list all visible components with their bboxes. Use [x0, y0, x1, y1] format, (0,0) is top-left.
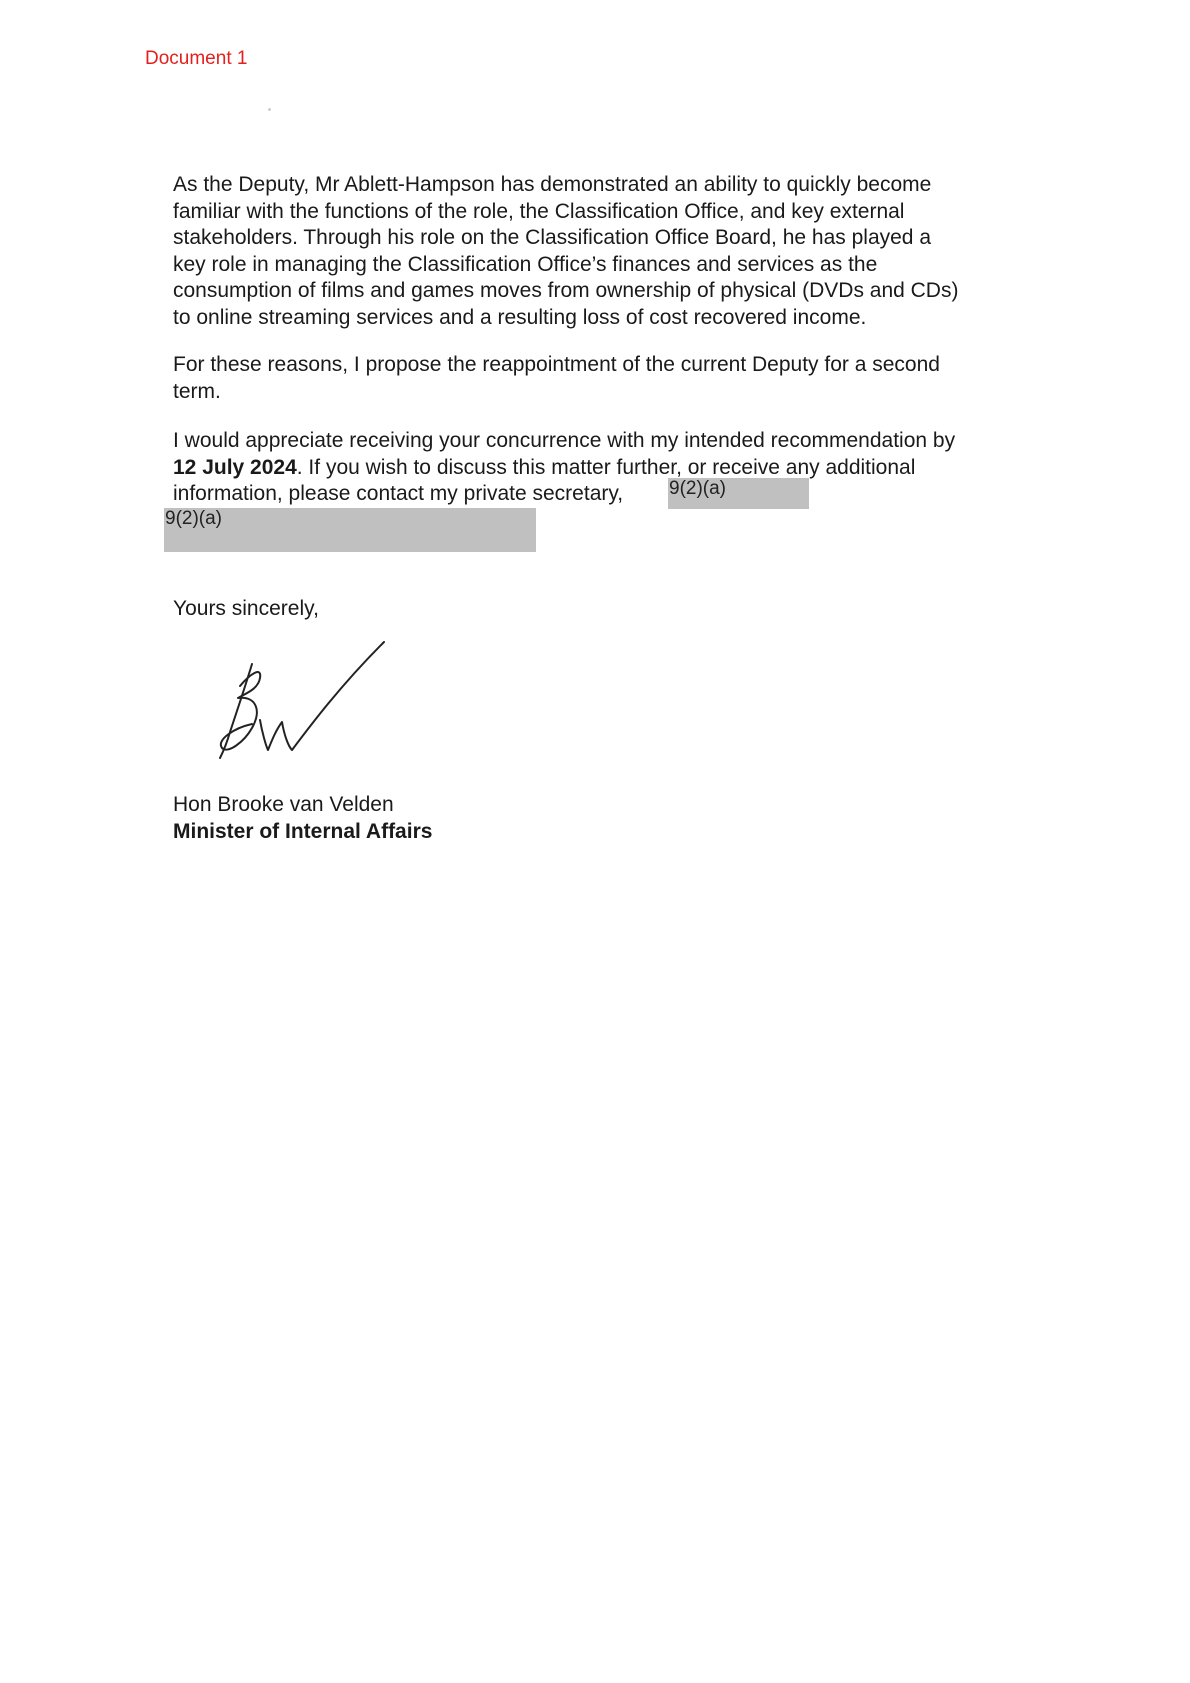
redaction-box [164, 508, 536, 552]
text-line: I would appreciate receiving your concurrence with my intended recommendation by [173, 429, 956, 452]
text-line [173, 481, 1043, 508]
text-fragment: information, please contact my private secretary, [173, 482, 624, 505]
scan-speck [268, 108, 271, 111]
text-line: stakeholders. Through his role on the Classification Office Board, he has played a [173, 226, 931, 249]
signatory-block [173, 792, 432, 845]
paragraph-proposal [173, 352, 1043, 405]
handwritten-signature-icon [200, 636, 400, 766]
text-line: For these reasons, I propose the reappointment of the current Deputy for a second [173, 353, 940, 376]
document-label: Document 1 [145, 48, 248, 69]
signatory-name: Hon Brooke van Velden [173, 793, 394, 816]
paragraph-concurrence-request [173, 428, 1043, 508]
redaction-label: 9(2)(a) [165, 508, 223, 529]
text-line: familiar with the functions of the role, the Classification Office, and key external [173, 199, 905, 223]
paragraph-deputy-performance [173, 172, 1043, 331]
text-line: consumption of films and games moves from ownership of physical (DVDs and CDs) [173, 279, 959, 302]
salutation: Yours sincerely, [173, 597, 319, 620]
signatory-title: Minister of Internal Affairs [173, 819, 433, 843]
redaction-box [668, 478, 809, 509]
deadline-date: 12 July 2024 [173, 455, 297, 479]
text-line: term. [173, 379, 221, 403]
text-fragment: . If you wish to discuss this matter further, or receive any additional [296, 455, 916, 479]
text-line [173, 455, 1043, 482]
text-line: to online streaming services and a resulting loss of cost recovered income. [173, 305, 867, 329]
redaction-label: 9(2)(a) [669, 478, 727, 499]
text-line: As the Deputy, Mr Ablett-Hampson has demonstrated an ability to quickly become [173, 173, 932, 196]
text-line: key role in managing the Classification Office’s finances and services as the [173, 252, 878, 276]
